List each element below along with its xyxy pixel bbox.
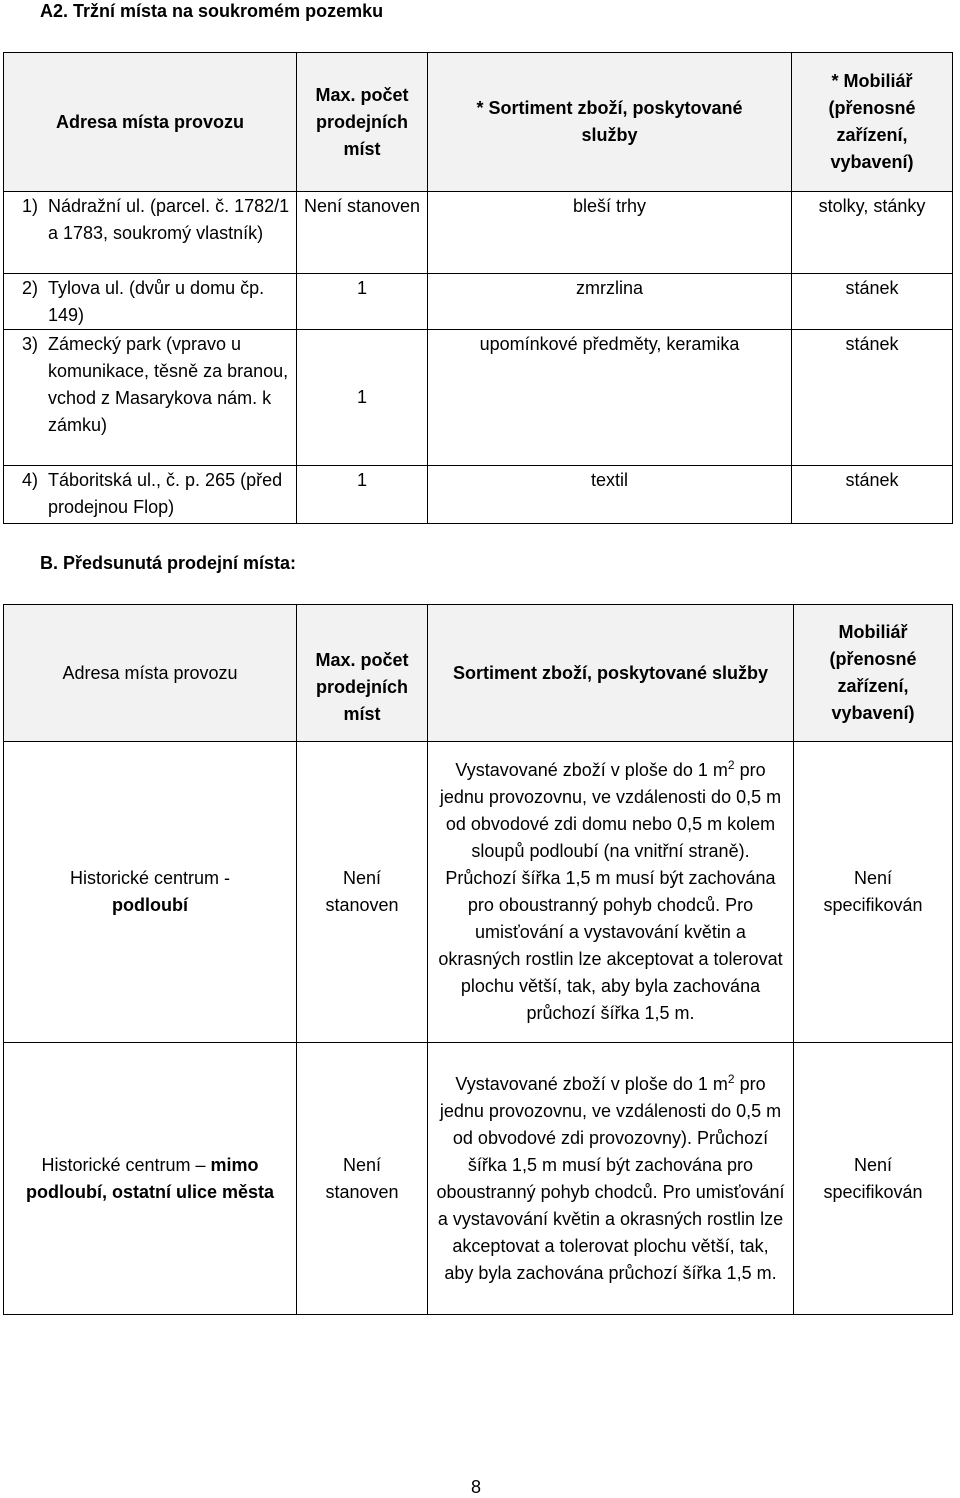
count-cell: 1 xyxy=(297,274,428,330)
header-furniture: Mobiliář (přenosné zařízení, vybavení) xyxy=(794,605,953,742)
assortment-cell: Vystavované zboží v ploše do 1 $m^2$ pro jednu provozovnu, ve vzdálenosti do 0,5 m od obvodové zdi domu nebo 0,5 m kolem sloupů podloubí (na vnitřní straně). Průchozí šířka 1,5 m musí být zachována pro oboustranný pohyb chodců. Pro umisťování a vystavování květin a okrasných rostlin lze akceptovat a tolerovat plochu větší, tak, aby byla zachována průchozí šířka 1,5 m. xyxy=(428,742,794,1043)
header-address: Adresa místa provozu xyxy=(4,605,297,742)
table-row xyxy=(4,742,953,1043)
address-cell: 2) Tylova ul. (dvůr u domu čp. 149) xyxy=(4,274,297,330)
count-cell: Není stanoven xyxy=(297,742,428,1043)
furniture-cell: stánek xyxy=(792,274,953,330)
assortment-cell: zmrzlina xyxy=(428,274,792,330)
table-row xyxy=(4,330,953,466)
count-cell: 1 xyxy=(297,466,428,524)
address-cell: 3) Zámecký park (vpravo u komunikace, těsně za branou, vchod z Masarykova nám. k zámku) xyxy=(4,330,297,466)
address-cell: 1) Nádražní ul. (parcel. č. 1782/1 a 1783, soukromý vlastník) xyxy=(4,192,297,274)
furniture-cell: Není specifikován xyxy=(794,742,953,1043)
address-cell: Historické centrum - podloubí xyxy=(4,742,297,1043)
section-a-title: A2. Tržní místa na soukromém pozemku xyxy=(40,1,384,21)
header-count: Max. počet prodejních míst xyxy=(297,53,428,192)
assortment-cell: Vystavované zboží v ploše do 1 $m^2$ pro jednu provozovnu, ve vzdálenosti do 0,5 m od obvodové zdi provozovny). Průchozí šířka 1,5 m musí být zachována pro oboustranný pohyb chodců. Pro umisťování a vystavování květin a okrasných rostlin lze akceptovat a tolerovat plochu větší, tak, aby byla zachována průchozí šířka 1,5 m. xyxy=(428,1043,794,1315)
furniture-cell: stánek xyxy=(792,330,953,466)
market-places-private-table xyxy=(3,52,953,524)
furniture-cell: Není specifikován xyxy=(794,1043,953,1315)
table-row xyxy=(4,274,953,330)
furniture-cell: stolky, stánky xyxy=(792,192,953,274)
header-furniture: * Mobiliář (přenosné zařízení, vybavení) xyxy=(792,53,953,192)
page-number: 8 xyxy=(471,1477,482,1497)
count-cell: 1 xyxy=(297,330,428,466)
count-cell: Není stanoven xyxy=(297,1043,428,1315)
assortment-cell: upomínkové předměty, keramika xyxy=(428,330,792,466)
address-cell: Historické centrum – mimo podloubí, ostatní ulice města xyxy=(4,1043,297,1315)
advanced-sales-places-table xyxy=(3,604,953,1315)
header-count: Max. počet prodejních míst xyxy=(297,605,428,742)
table-header-row xyxy=(4,605,953,742)
header-assortment: Sortiment zboží, poskytované služby xyxy=(428,605,794,742)
address-cell: 4) Táboritská ul., č. p. 265 (před prodejnou Flop) xyxy=(4,466,297,524)
table-row xyxy=(4,1043,953,1315)
count-cell: Není stanoven xyxy=(297,192,428,274)
table-row xyxy=(4,466,953,524)
assortment-cell: textil xyxy=(428,466,792,524)
section-b-title: B. Předsunutá prodejní místa: xyxy=(40,553,297,573)
table-header-row xyxy=(4,53,953,192)
header-address: Adresa místa provozu xyxy=(4,53,297,192)
table-row xyxy=(4,192,953,274)
header-assortment: * Sortiment zboží, poskytované služby xyxy=(428,53,792,192)
furniture-cell: stánek xyxy=(792,466,953,524)
assortment-cell: bleší trhy xyxy=(428,192,792,274)
